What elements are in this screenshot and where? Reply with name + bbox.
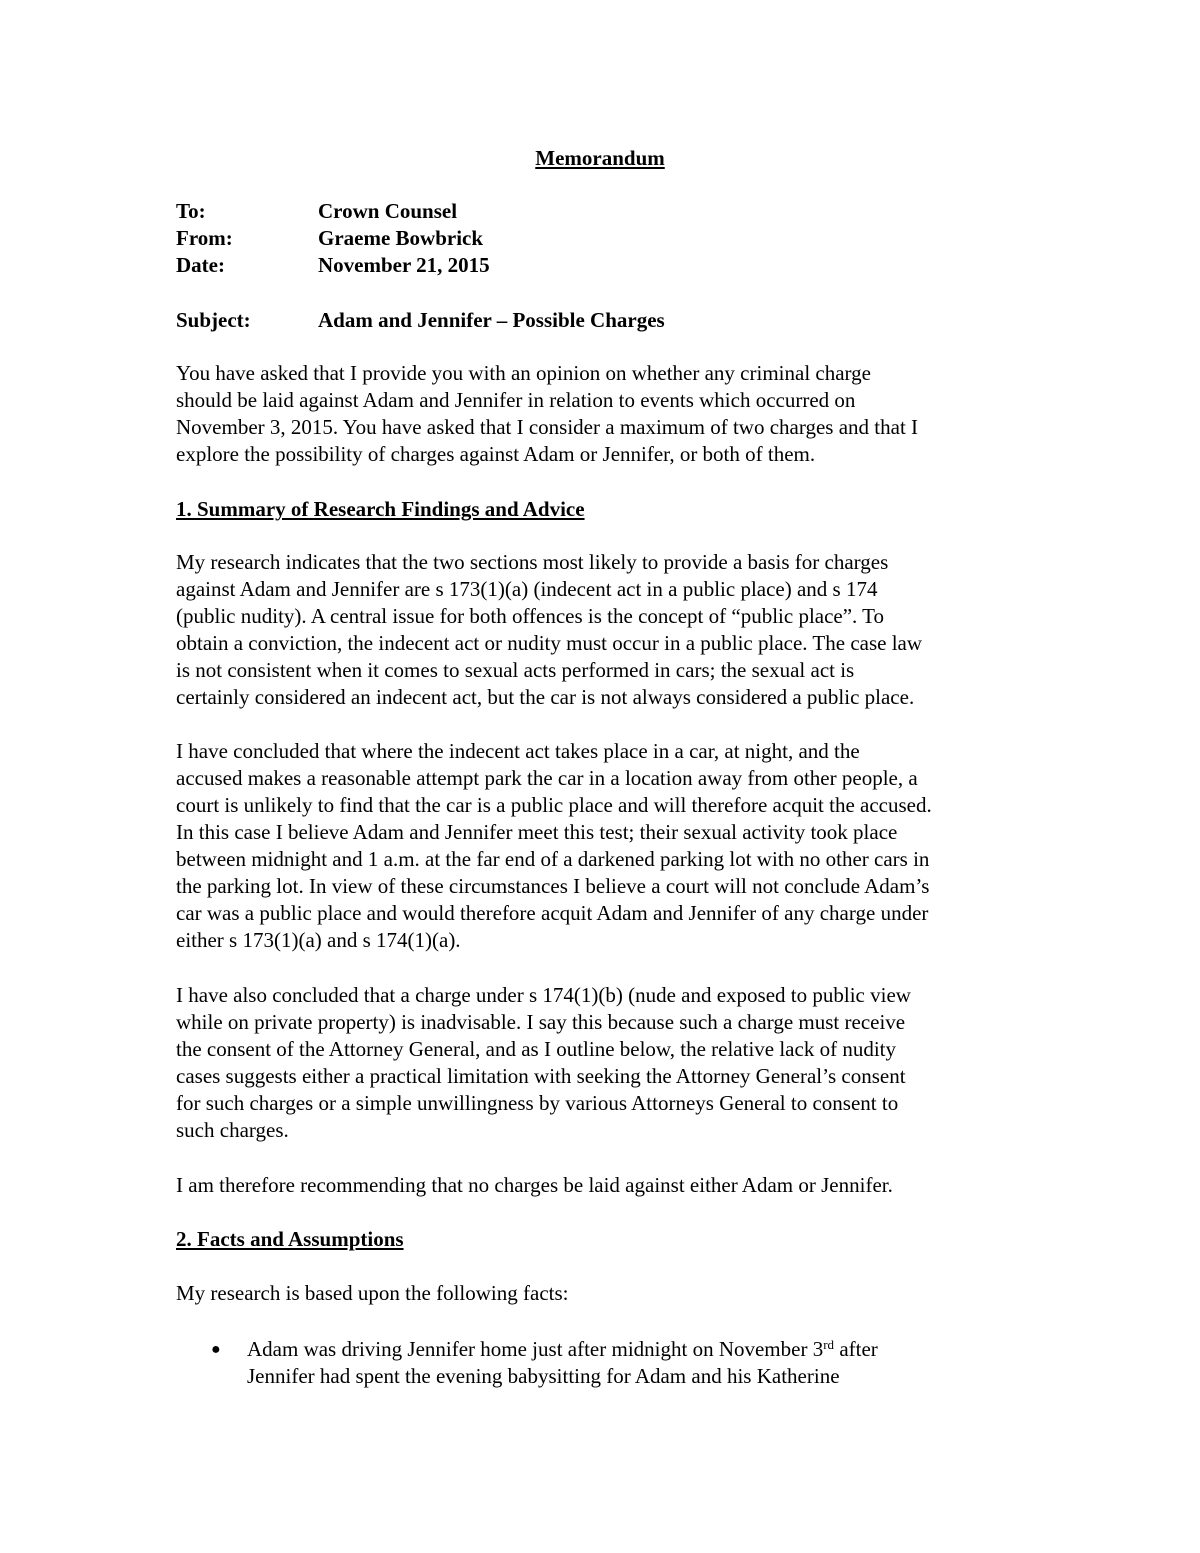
- date-row: [176, 251, 490, 279]
- bullet-line-2: Jennifer had spent the evening babysitting for Adam and his Katherine: [247, 1364, 840, 1388]
- text-line: explore the possibility of charges against Adam or Jennifer, or both of them.: [176, 442, 816, 466]
- memo-title: Memorandum: [535, 146, 665, 170]
- text-line: You have asked that I provide you with an opinion on whether any criminal charge: [176, 361, 871, 385]
- text-line: obtain a conviction, the indecent act or nudity must occur in a public place. The case law: [176, 631, 923, 655]
- text-line: My research indicates that the two sections most likely to provide a basis for charges: [176, 550, 889, 574]
- summary-paragraph-3: [176, 982, 1026, 1144]
- date-label: Date:: [176, 253, 225, 277]
- text-line: while on private property) is inadvisable. I say this because such a charge must receive: [176, 1010, 906, 1034]
- bullet-icon: ●: [211, 1341, 221, 1358]
- text-line: should be laid against Adam and Jennifer in relation to events which occurred on: [176, 388, 856, 412]
- text-line: I have also concluded that a charge under s 174(1)(b) (nude and exposed to public view: [176, 983, 911, 1007]
- text-line: the consent of the Attorney General, and as I outline below, the relative lack of nudity: [176, 1037, 896, 1061]
- text-line: the parking lot. In view of these circumstances I believe a court will not conclude Adam’s: [176, 874, 930, 898]
- text-line: My research is based upon the following facts:: [176, 1281, 569, 1305]
- subject-label: Subject:: [176, 308, 251, 332]
- text-line: (public nudity). A central issue for both offences is the concept of “public place”. To: [176, 604, 885, 628]
- text-line: November 3, 2015. You have asked that I consider a maximum of two charges and that I: [176, 415, 919, 439]
- bullet-text-pre: Adam was driving Jennifer home just after midnight on November 3: [247, 1337, 824, 1361]
- intro-paragraph: [176, 360, 1026, 468]
- summary-paragraph-2: [176, 738, 1026, 954]
- section-2-heading: 2. Facts and Assumptions: [176, 1227, 404, 1251]
- text-line: certainly considered an indecent act, but the car is not always considered a public place.: [176, 685, 915, 709]
- facts-bullet-item: [247, 1336, 878, 1390]
- summary-paragraph-1: [176, 549, 1026, 711]
- text-line: accused makes a reasonable attempt park the car in a location away from other people, a: [176, 766, 918, 790]
- text-line: court is unlikely to find that the car is a public place and will therefore acquit the accused.: [176, 793, 932, 817]
- text-line: is not consistent when it comes to sexual acts performed in cars; the sexual act is: [176, 658, 855, 682]
- summary-paragraph-4: [176, 1172, 1026, 1199]
- text-line: I am therefore recommending that no charges be laid against either Adam or Jennifer.: [176, 1173, 893, 1197]
- text-line: such charges.: [176, 1118, 289, 1142]
- text-line: I have concluded that where the indecent act takes place in a car, at night, and the: [176, 739, 860, 763]
- facts-paragraph: [176, 1280, 1026, 1307]
- text-line: car was a public place and would therefore acquit Adam and Jennifer of any charge under: [176, 901, 929, 925]
- text-line: for such charges or a simple unwillingness by various Attorneys General to consent to: [176, 1091, 899, 1115]
- text-line: between midnight and 1 a.m. at the far end of a darkened parking lot with no other cars in: [176, 847, 930, 871]
- to-row: [176, 197, 457, 225]
- text-line: either s 173(1)(a) and s 174(1)(a).: [176, 928, 461, 952]
- bullet-text-post: after: [834, 1337, 878, 1361]
- text-line: In this case I believe Adam and Jennifer meet this test; their sexual activity took place: [176, 820, 898, 844]
- from-value: Graeme Bowbrick: [318, 226, 484, 250]
- section-1-heading: 1. Summary of Research Findings and Advice: [176, 497, 585, 521]
- text-line: against Adam and Jennifer are s 173(1)(a) (indecent act in a public place) and s 174: [176, 577, 878, 601]
- subject-row: [176, 306, 665, 334]
- to-value: Crown Counsel: [318, 199, 458, 223]
- to-label: To:: [176, 199, 206, 223]
- ordinal-suffix: rd: [823, 1337, 835, 1352]
- from-row: [176, 224, 483, 252]
- bullet-line-1: [247, 1336, 878, 1363]
- text-line: cases suggests either a practical limitation with seeking the Attorney General’s consent: [176, 1064, 906, 1088]
- subject-value: Adam and Jennifer – Possible Charges: [318, 308, 665, 332]
- date-value: November 21, 2015: [318, 253, 490, 277]
- from-label: From:: [176, 226, 233, 250]
